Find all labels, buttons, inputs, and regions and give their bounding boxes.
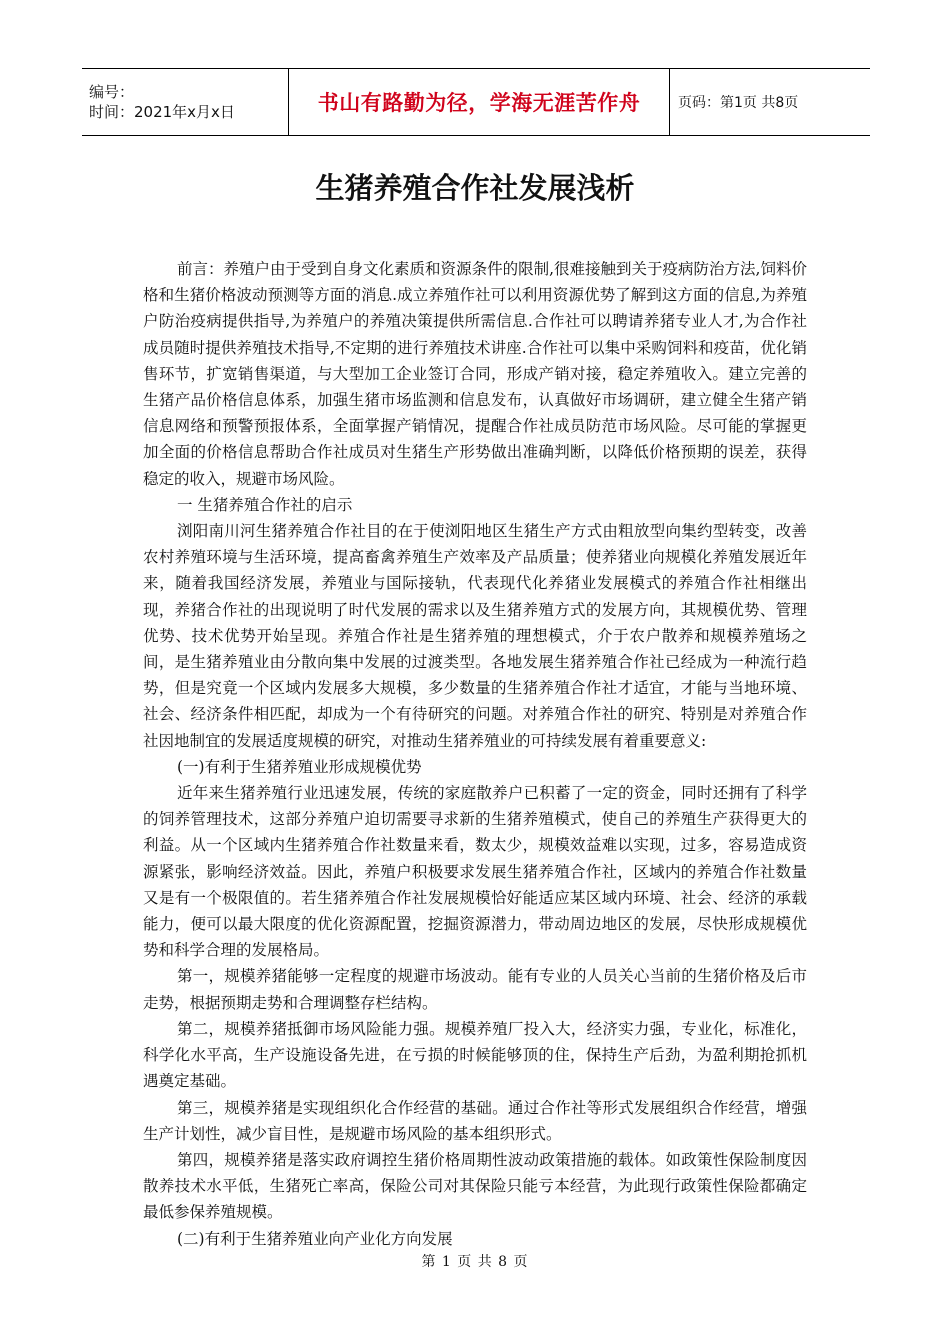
page-footer: 第 1 页 共 8 页 [421, 1254, 529, 1270]
header-meta [82, 69, 289, 135]
paragraph-preface: 前言：养殖户由于受到自身文化素质和资源条件的限制,很难接触到关于疫病防治方法,饲料价格和生猪价格波动预测等方面的消息.成立养殖作社可以利用资源优势了解到这方面的信息,为养殖户防治疫病提供指导,为养殖户的养殖决策提供所需信息.合作社可以聘请养猪专业人才,为合作社成员随时提供养殖技术指导,不定期的进行养殖技术讲座.合作社可以集中采购饲料和疫苗，优化销售环节，扩宽销售渠道，与大型加工企业签订合同，形成产销对接，稳定养殖收入。建立完善的生猪产品价格信息体系，加强生猪市场监测和信息发布，认真做好市场调研，建立健全生猪产销信息网络和预警预报体系，全面掌握产销情况，提醒合作社成员防范市场风险。尽可能的掌握更加全面的价格信息帮助合作社成员对生猪生产形势做出准确判断，以降低价格预期的误差，获得稳定的收入，规避市场风险。 [143, 260, 807, 488]
paragraph-point-3: 第三，规模养猪是实现组织化合作经营的基础。通过合作社等形式发展组织合作经营，增强生产计划性，减少盲目性，是规避市场风险的基本组织形式。 [143, 1098, 807, 1143]
paragraph-point-1: 第一，规模养猪能够一定程度的规避市场波动。能有专业的人员关心当前的生猪价格及后市走势，根据预期走势和合理调整存栏结构。 [143, 967, 807, 1012]
page-header [82, 68, 870, 136]
time-label: 时间：2021年x月x日 [89, 103, 235, 121]
paragraph-point-4: 第四，规模养猪是落实政府调控生猪价格周期性波动政策措施的载体。如政策性保险制度因散养技术水平低，生猪死亡率高，保险公司对其保险只能亏本经营，为此现行政策性保险都确定最低参保养殖规模。 [143, 1150, 807, 1222]
section-heading-1: 一 生猪养殖合作社的启示 [177, 495, 353, 514]
document-title: 生猪养殖合作社发展浅析 [315, 171, 635, 205]
subsection-heading-1: (一)有利于生猪养殖业形成规模优势 [177, 757, 422, 776]
header-page-info-cell [670, 69, 870, 135]
page-info: 页码：第1页 共8页 [678, 95, 799, 111]
number-label: 编号： [89, 83, 135, 101]
paragraph-point-2: 第二，规模养猪抵御市场风险能力强。规模养殖厂投入大，经济实力强，专业化，标准化，科学化水平高，生产设施设备先进，在亏损的时候能够顶的住，保持生产后劲，为盈利期抢抓机遇奠定基础。 [143, 1019, 807, 1091]
header-motto-cell [289, 69, 670, 135]
subsection-heading-2: (二)有利于生猪养殖业向产业化方向发展 [177, 1229, 453, 1248]
document-body [143, 256, 807, 1252]
paragraph: 近年来生猪养殖行业迅速发展，传统的家庭散养户已积蓄了一定的资金，同时还拥有了科学的饲养管理技术，这部分养殖户迫切需要寻求新的生猪养殖模式，使自己的养殖生产获得更大的利益。从一个区域内生猪养殖合作社数量来看，数太少，规模效益难以实现，过多，容易造成资源紧张，影响经济效益。因此，养殖户积极要求发展生猪养殖合作社，区域内的养殖合作社数量又是有一个极限值的。若生猪养殖合作社发展规模恰好能适应某区域内环境、社会、经济的承载能力，便可以最大限度的优化资源配置，挖掘资源潜力，带动周边地区的发展，尽快形成规模优势和科学合理的发展格局。 [143, 784, 807, 960]
paragraph: 浏阳南川河生猪养殖合作社目的在于使浏阳地区生猪生产方式由粗放型向集约型转变，改善农村养殖环境与生活环境，提高畜禽养殖生产效率及产品质量；使养猪业向规模化养殖发展近年来，随着我国经济发展，养殖业与国际接轨，代表现代化养猪业发展模式的养殖合作社相继出现，养猪合作社的出现说明了时代发展的需求以及生猪养殖方式的发展方向，其规模优势、管理优势、技术优势开始呈现。养殖合作社是生猪养殖的理想模式，介于农户散养和规模养殖场之间，是生猪养殖业由分散向集中发展的过渡类型。各地发展生猪养殖合作社已经成为一种流行趋势，但是究竟一个区域内发展多大规模，多少数量的生猪养殖合作社才适宜，才能与当地环境、社会、经济条件相匹配，却成为一个有待研究的问题。对养殖合作社的研究、特别是对养殖合作社因地制宜的发展适度规模的研究，对推动生猪养殖业的可持续发展有着重要意义: [143, 522, 807, 750]
motto-text: 书山有路勤为径，学海无涯苦作舟 [317, 91, 641, 115]
